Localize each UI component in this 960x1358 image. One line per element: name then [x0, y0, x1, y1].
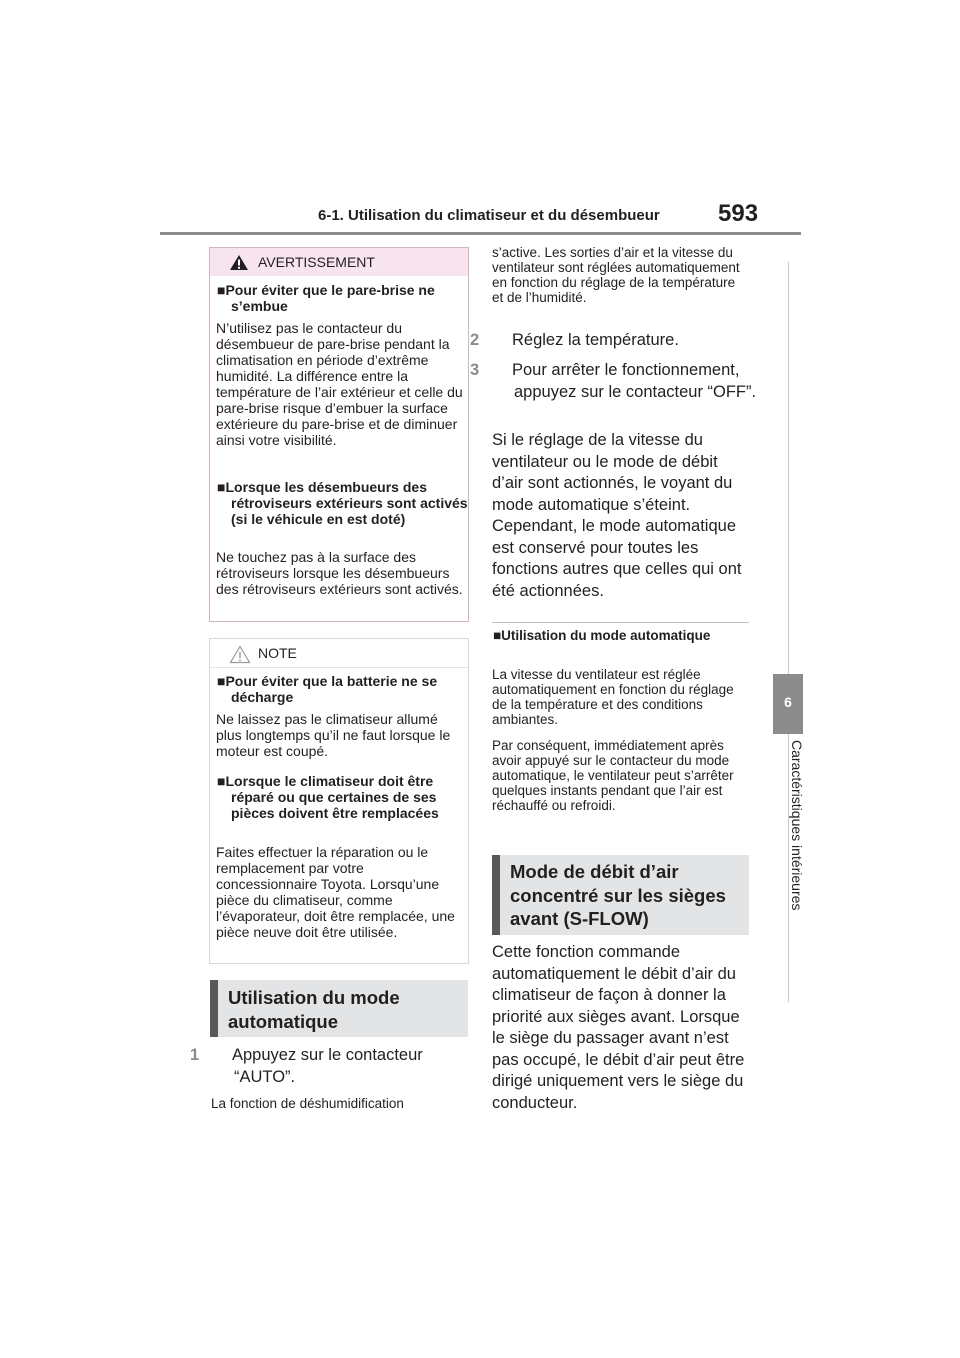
- warning-title: AVERTISSEMENT: [258, 254, 375, 270]
- step-2: 2 Réglez la température.: [470, 331, 679, 349]
- note-title: NOTE: [258, 645, 297, 661]
- sflow-heading: Mode de débit d’air concentré sur les sièges avant (S-FLOW): [492, 855, 749, 935]
- note-item2-heading: ■Lorsque le climatiseur doit être réparé ou que certaines de ses pièces doivent être remplacées: [217, 773, 439, 821]
- step-1-note-continued: s’active. Les sorties d’air et la vitesse du ventilateur sont réglées automatiquement en fonction du réglage de la température et de l’humidité.: [492, 245, 740, 305]
- warning-item2-heading: ■Lorsque les désembueurs des rétroviseurs extérieurs sont activés (si le véhicule en est doté): [217, 479, 468, 527]
- note-item1-heading: ■Pour éviter que la batterie ne se décharge: [217, 673, 438, 705]
- warning-item2-text: Ne touchez pas à la surface des rétroviseurs lorsque les désembueurs des rétroviseurs extérieurs sont activés.: [216, 549, 463, 597]
- warning-header: [210, 248, 468, 276]
- step-3: 3 Pour arrêter le fonctionnement, appuyez sur le contacteur “OFF”.: [470, 361, 757, 401]
- page-number: 593: [718, 200, 759, 227]
- step-1-note-start: La fonction de déshumidification: [211, 1096, 404, 1111]
- caution-triangle-icon: [229, 645, 251, 664]
- note-item1-text: Ne laissez pas le climatiseur allumé plus longtemps qu’il ne faut lorsque le moteur est coupé.: [216, 711, 451, 759]
- chapter-title: 6-1. Utilisation du climatiseur et du désembueur: [318, 207, 660, 224]
- warning-box: [209, 247, 469, 622]
- note-box: [209, 638, 469, 964]
- warning-triangle-icon: [229, 254, 249, 271]
- auto-mode-heading: Utilisation du mode automatique: [210, 980, 468, 1037]
- header-rule: [160, 232, 801, 235]
- warning-item1-text: N’utilisez pas le contacteur du désembueur de pare-brise pendant la climatisation en période d’extrême humidité. La différence entre la température de l’air extérieur et celle du pare-brise risque d’embuer la surface extérieure du pare-brise et de diminuer ainsi votre visibilité.: [216, 320, 463, 448]
- step-1: 1 Appuyez sur le contacteur “AUTO”.: [190, 1046, 423, 1086]
- side-tab-number: 6: [784, 694, 792, 710]
- side-tab-label: Caractéristiques intérieures: [789, 740, 805, 911]
- auto-mode-paragraph: Si le réglage de la vitesse du ventilateur ou le mode de débit d’air sont actionnés, le voyant du mode automatique s’éteint. Cependant, le mode automatique est conservé pour toutes les fonctions autres que celles qui ont été actionnées.: [492, 431, 742, 600]
- warning-item1-heading: ■Pour éviter que le pare-brise ne s’embue: [217, 282, 435, 314]
- auto-info-text-2: Par conséquent, immédiatement après avoir appuyé sur le contacteur du mode automatique, le ventilateur peut s’arrêter quelques instants pendant que l’air est réchauffé ou refroidi.: [492, 738, 734, 813]
- note-header: [210, 639, 468, 668]
- auto-info-text-1: La vitesse du ventilateur est réglée automatiquement en fonction du réglage de la température et des conditions ambiantes.: [492, 667, 734, 727]
- note-item2-text: Faites effectuer la réparation ou le remplacement par votre concessionnaire Toyota. Lorsqu’une pièce du climatiseur, comme l’évaporateur, doit être remplacée, une pièce neuve doit être utilisée.: [216, 844, 455, 940]
- sflow-paragraph: Cette fonction commande automatiquement le débit d’air du climatiseur de façon à donner la priorité aux sièges avant. Lorsque le siège du passager avant n’est pas occupé, le débit d’air peut être dirigé uniquement vers le siège du conducteur.: [492, 943, 745, 1112]
- section-separator: [492, 622, 749, 623]
- auto-info-heading: ■Utilisation du mode automatique: [493, 628, 711, 643]
